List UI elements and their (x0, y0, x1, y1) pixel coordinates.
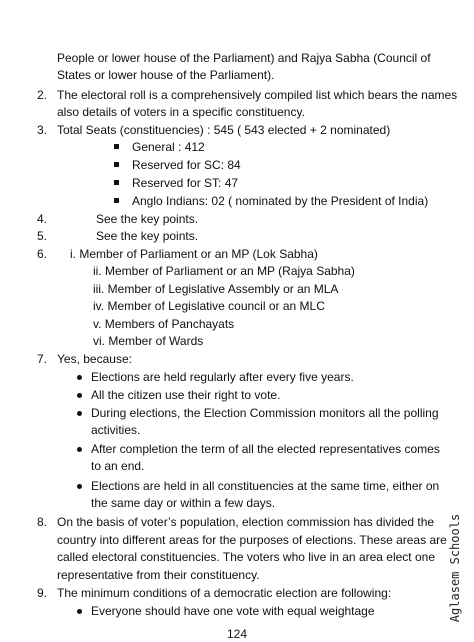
text-line: vi. Member of Wards (93, 334, 204, 348)
round-bullet-icon (77, 393, 82, 398)
round-bullet-icon (77, 609, 82, 614)
text-line: iv. Member of Legislative council or an MLC (93, 299, 325, 313)
item-number: 2. (37, 88, 48, 102)
round-bullet-icon (77, 375, 82, 380)
item-number: 7. (37, 352, 48, 366)
square-bullet-icon (114, 180, 119, 185)
text-line: See the key points. (96, 212, 199, 226)
square-bullet-icon (114, 162, 119, 167)
text-line: All the citizen use their right to vote. (91, 388, 281, 402)
square-bullet-icon (114, 144, 119, 149)
item-number: 5. (37, 229, 48, 243)
text-line: Everyone should have one vote with equal weightage (91, 604, 375, 618)
text-line: representative from their constituency. (57, 568, 260, 582)
text-line: to an end. (91, 459, 145, 473)
watermark-text: Aglasem Schools (448, 513, 462, 623)
round-bullet-icon (77, 484, 82, 489)
item-number: 8. (37, 515, 48, 529)
text-line: After completion the term of all the elected representatives comes (91, 442, 440, 456)
text-line: Reserved for ST: 47 (132, 176, 239, 190)
square-bullet-icon (114, 198, 119, 203)
text-line: During elections, the Election Commission monitors all the polling (91, 406, 439, 420)
text-line: activities. (91, 423, 141, 437)
text-line: Yes, because: (57, 352, 132, 366)
text-line: iii. Member of Legislative Assembly or an MLA (93, 282, 339, 296)
text-line: See the key points. (96, 229, 199, 243)
text-line: Elections are held in all constituencies at the same time, either on (91, 479, 440, 493)
text-line: v. Members of Panchayats (93, 317, 235, 331)
watermark (445, 498, 465, 638)
text-line: On the basis of voter’s population, election commission has divided the (57, 515, 435, 529)
text-line: General : 412 (132, 140, 205, 154)
item-number: 4. (37, 212, 48, 226)
text-line: also details of voters in a specific constituency. (57, 105, 305, 119)
text-line: States or lower house of the Parliament). (57, 68, 275, 82)
item-number: 6. (37, 247, 48, 261)
round-bullet-icon (77, 411, 82, 416)
text-line: Elections are held regularly after every five years. (91, 370, 354, 384)
text-line: Total Seats (constituencies) : 545 ( 543 elected + 2 nominated) (57, 123, 391, 137)
text-line: Reserved for SC: 84 (132, 158, 241, 172)
item-number: 3. (37, 123, 48, 137)
text-line: The minimum conditions of a democratic election are following: (57, 586, 392, 600)
text-line: ii. Member of Parliament or an MP (Rajya Sabha) (93, 264, 355, 278)
text-line: called electoral constituencies. The voters who live in an area elect one (57, 550, 435, 564)
page-number: 124 (226, 627, 248, 641)
text-line: country into different areas for the purposes of elections. These areas are (57, 533, 447, 547)
text-line: Anglo Indians: 02 ( nominated by the President of India) (132, 194, 429, 208)
text-line: i. Member of Parliament or an MP (Lok Sabha) (70, 247, 318, 261)
round-bullet-icon (77, 447, 82, 452)
item-number: 9. (37, 586, 48, 600)
text-line: The electoral roll is a comprehensively compiled list which bears the names (57, 88, 458, 102)
text-line: People or lower house of the Parliament) and Rajya Sabha (Council of (57, 51, 431, 65)
text-line: the same day or within a few days. (91, 496, 276, 510)
